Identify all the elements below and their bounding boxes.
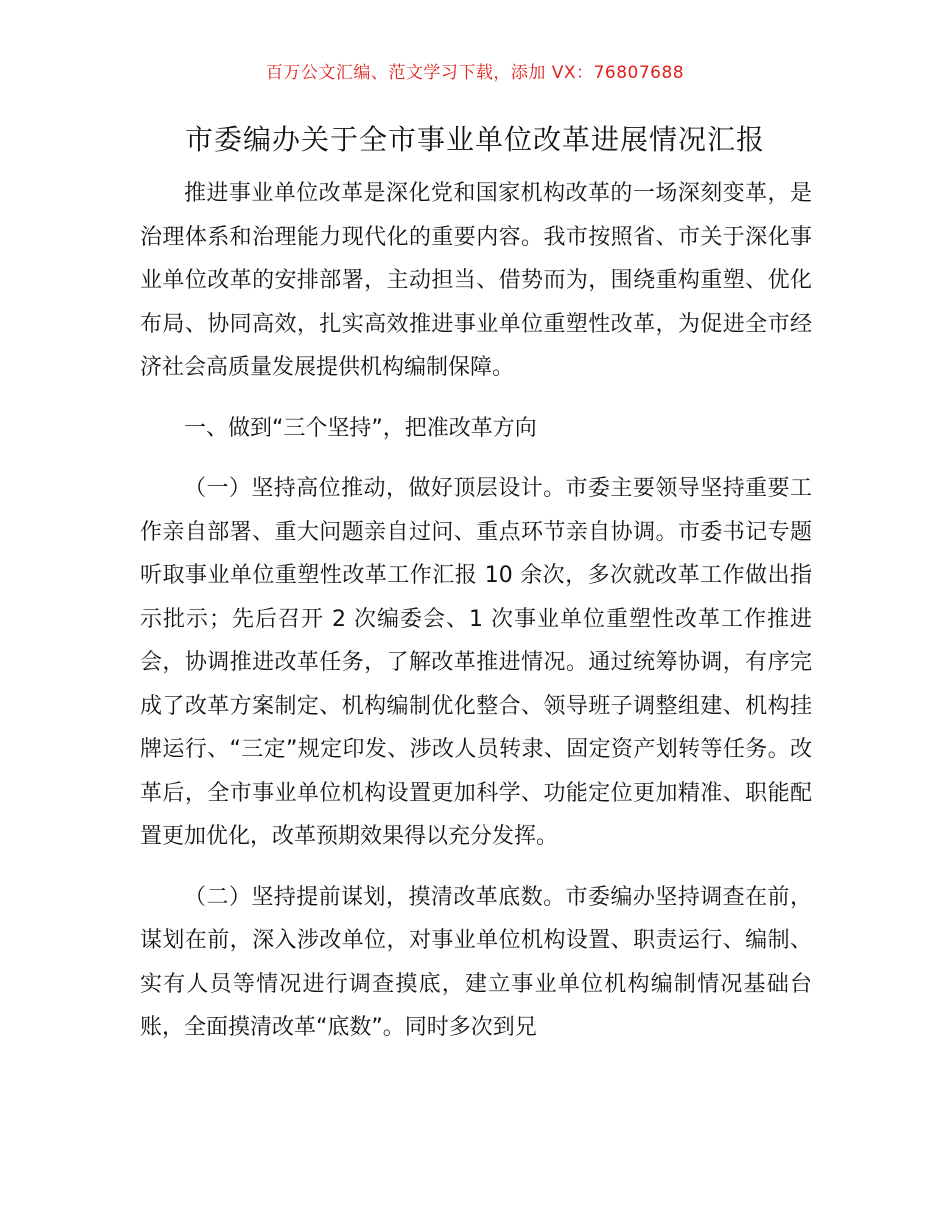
promo-banner: 百万公文汇编、范文学习下载，添加 VX：76807688: [265, 63, 685, 83]
section1-item2-paragraph: （二）坚持提前谋划，摸清改革底数。市委编办坚持调查在前，谋划在前，深入涉改单位，对事业单位机构设置、职责运行、编制、实有人员等情况进行调查摸底，建立事业单位机构编制情况基础台账，全面摸清改革“底数”。同时多次到兄: [140, 884, 812, 1040]
section1-item1-paragraph: （一）坚持高位推动，做好顶层设计。市委主要领导坚持重要工作亲自部署、重大问题亲自过问、重点环节亲自协调。市委书记专题听取事业单位重塑性改革工作汇报 10 余次，多次就改革工作做出指示批示；先后召开 2 次编委会、1 次事业单位重塑性改革工作推进会，协调推进改革任务，了解改革推进情况。通过统筹协调，有序完成了改革方案制定、机构编制优化整合、领导班子调整组建、机构挂牌运行、“三定”规定印发、涉改人员转隶、固定资产划转等任务。改革后，全市事业单位机构设置更加科学、功能定位更加精准、职能配置更加优化，改革预期效果得以充分发挥。: [140, 476, 812, 849]
section-heading-1: 一、做到“三个坚持”，把准改革方向: [184, 415, 537, 441]
document-body: [140, 172, 812, 1067]
document-title: 市委编办关于全市事业单位改革进展情况汇报: [184, 123, 765, 156]
intro-paragraph: 推进事业单位改革是深化党和国家机构改革的一场深刻变革，是治理体系和治理能力现代化的重要内容。我市按照省、市关于深化事业单位改革的安排部署，主动担当、借势而为，围绕重构重塑、优化布局、协同高效，扎实高效推进事业单位重塑性改革，为促进全市经济社会高质量发展提供机构编制保障。: [140, 181, 812, 380]
